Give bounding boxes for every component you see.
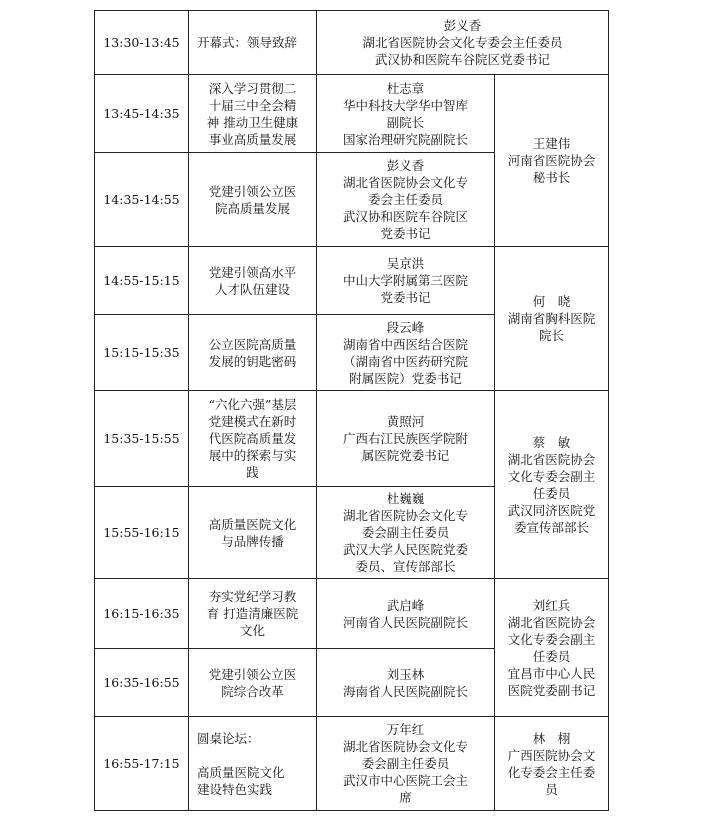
agenda-table (94, 10, 609, 811)
speaker-title: 委会副主任委员 (361, 756, 450, 771)
speaker-title: 委会副主任委员 (361, 525, 450, 540)
speaker-name: 刘玉林 (386, 666, 425, 682)
topic-cell (189, 649, 317, 717)
speaker-title: （湖南省中医药研究院 (342, 353, 468, 369)
host-cell (495, 717, 609, 811)
speaker-cell (317, 717, 495, 811)
topic-spacer (197, 747, 314, 764)
topic-line: 党建引领公立医 (208, 666, 297, 682)
speaker-title: 武汉协和医院车谷院区党委书记 (375, 52, 551, 67)
topic-line: 深入学习贯彻二 (208, 80, 297, 96)
topic-cell (189, 247, 317, 315)
time-slot: 15:55-16:15 (95, 487, 189, 579)
speaker-cell (317, 315, 495, 391)
topic-line: 人才队伍建设 (214, 281, 290, 297)
speaker-title: 华中科技大学华中智库 (342, 97, 468, 113)
time-slot: 13:30-13:45 (95, 11, 189, 75)
topic-cell (189, 11, 317, 75)
topic-line: 党建引领公立医 (208, 183, 297, 199)
table-row (95, 75, 609, 153)
topic-cell (189, 487, 317, 579)
host-name: 王建伟 (532, 136, 571, 151)
speaker-title: 湖北省医院协会文化专委会主任委员 (362, 35, 563, 50)
speaker-title: 武汉协和医院车谷院区 (342, 209, 468, 224)
speaker-title: 海南省人民医院副院长 (342, 683, 468, 699)
speaker-title: 湖南省中西医结合医院 (342, 336, 468, 352)
time-slot: 14:35-14:55 (95, 153, 189, 247)
host-title: 秘书长 (532, 170, 571, 185)
speaker-name: 彭义香 (386, 158, 425, 173)
topic-line: 高质量医院文化 (208, 516, 297, 532)
topic-line: 践 (246, 465, 259, 480)
speaker-title: 武汉市中心医院工会主 (342, 773, 468, 788)
topic-line: 高质量医院文化 (197, 764, 285, 780)
table-row (95, 11, 609, 75)
topic-line: 院高质量发展 (214, 200, 290, 216)
topic-line: 党建模式在新时 (208, 414, 297, 429)
speaker-title: 副院长 (386, 114, 425, 130)
table-row (95, 717, 609, 811)
topic-cell (189, 391, 317, 487)
speaker-cell (317, 247, 495, 315)
speaker-name: 黄照河 (386, 414, 425, 429)
speaker-cell (317, 487, 495, 579)
table-row (95, 579, 609, 649)
speaker-title: 属医院党委书记 (361, 448, 450, 463)
host-name: 蔡 敏 (532, 434, 571, 450)
speaker-title: 湖北省医院协会文化专 (342, 508, 468, 523)
time-slot: 14:55-15:15 (95, 247, 189, 315)
topic-line: 代医院高质量发 (208, 431, 297, 446)
speaker-name: 杜志章 (386, 80, 425, 96)
host-cell (495, 75, 609, 247)
speaker-name: 杜巍巍 (386, 491, 425, 506)
topic-cell (189, 75, 317, 153)
topic-cell (189, 717, 317, 811)
speaker-name: 万年红 (386, 722, 425, 737)
topic-line: 育 打造清廉医院 (206, 606, 299, 621)
host-cell (495, 579, 609, 717)
host-title: 武汉同济医院党 (507, 502, 596, 518)
speaker-title: 党委书记 (380, 226, 431, 241)
table-row (95, 391, 609, 487)
host-title: 任委员 (532, 648, 571, 664)
speaker-name: 吴京洪 (386, 256, 425, 271)
host-title: 院长 (539, 328, 565, 343)
speaker-cell (317, 11, 609, 75)
topic-line: 公立医院高质量 (208, 336, 297, 352)
host-title: 湖北省医院协会 (507, 451, 596, 467)
host-title: 河南省医院协会 (507, 153, 596, 168)
speaker-name: 彭义香 (443, 18, 482, 33)
topic-line: “六化六强”基层 (208, 397, 297, 412)
speaker-cell (317, 153, 495, 247)
topic-line: 展中的探索与实 (208, 448, 297, 463)
host-name: 刘红兵 (532, 597, 571, 613)
topic-line: 十届三中全会精 (208, 97, 297, 113)
speaker-title: 广西右江民族医学院附 (342, 431, 468, 446)
speaker-title: 河南省人民医院副院长 (342, 614, 468, 630)
speaker-name: 武启峰 (386, 597, 425, 613)
host-title: 湖南省胸科医院 (507, 311, 596, 326)
host-title: 员 (545, 781, 558, 797)
speaker-title: 国家治理研究院副院长 (342, 131, 468, 147)
topic-line: 开幕式：领导致辞 (197, 35, 298, 50)
speaker-title: 席 (399, 790, 412, 805)
speaker-title: 委员、宣传部部长 (355, 559, 456, 574)
time-slot: 16:15-16:35 (95, 579, 189, 649)
time-slot: 16:55-17:15 (95, 717, 189, 811)
speaker-title: 中山大学附属第三医院 (342, 273, 468, 288)
host-title: 任委员 (532, 485, 571, 501)
topic-line: 事业高质量发展 (208, 131, 297, 147)
speaker-cell (317, 391, 495, 487)
host-title: 文化专委会副主 (507, 631, 596, 647)
topic-line: 与品牌传播 (221, 533, 284, 549)
speaker-name: 段云峰 (386, 319, 425, 335)
time-slot: 16:35-16:55 (95, 649, 189, 717)
host-name: 何 晓 (532, 294, 571, 309)
topic-cell (189, 579, 317, 649)
topic-line: 夯实党纪学习教 (208, 589, 297, 604)
host-cell (495, 391, 609, 579)
speaker-title: 附属医院）党委书记 (349, 370, 462, 386)
topic-line: 党建引领高水平 (208, 264, 297, 280)
speaker-cell (317, 649, 495, 717)
speaker-title: 委会主任委员 (367, 192, 443, 207)
host-name: 林 栩 (532, 730, 571, 746)
speaker-title: 湖北省医院协会文化专 (342, 739, 468, 754)
topic-cell (189, 153, 317, 247)
time-slot: 15:15-15:35 (95, 315, 189, 391)
host-title: 委宣传部部长 (514, 519, 590, 535)
topic-line: 神 推动卫生健康 (206, 114, 299, 130)
host-title: 广西医院协会文 (507, 747, 596, 763)
speaker-title: 武汉大学人民医院党委 (342, 542, 468, 557)
topic-line: 文化 (239, 623, 265, 638)
speaker-title: 党委书记 (380, 290, 431, 305)
topic-cell (189, 315, 317, 391)
speaker-cell (317, 579, 495, 649)
host-cell (495, 247, 609, 391)
host-title: 文化专委会副主 (507, 468, 596, 484)
host-title: 湖北省医院协会 (507, 614, 596, 630)
topic-line: 发展的钥匙密码 (208, 353, 297, 369)
topic-line: 建设特色实践 (197, 781, 273, 797)
time-slot: 15:35-15:55 (95, 391, 189, 487)
topic-line: 院综合改革 (221, 683, 284, 699)
host-title: 化专委会主任委 (507, 764, 596, 780)
speaker-title: 湖北省医院协会文化专 (342, 175, 468, 190)
time-slot: 13:45-14:35 (95, 75, 189, 153)
host-title: 医院党委副书记 (507, 682, 596, 698)
host-title: 宜昌市中心人民 (507, 665, 596, 681)
table-row (95, 247, 609, 315)
speaker-cell (317, 75, 495, 153)
topic-line: 圆桌论坛： (197, 730, 260, 746)
